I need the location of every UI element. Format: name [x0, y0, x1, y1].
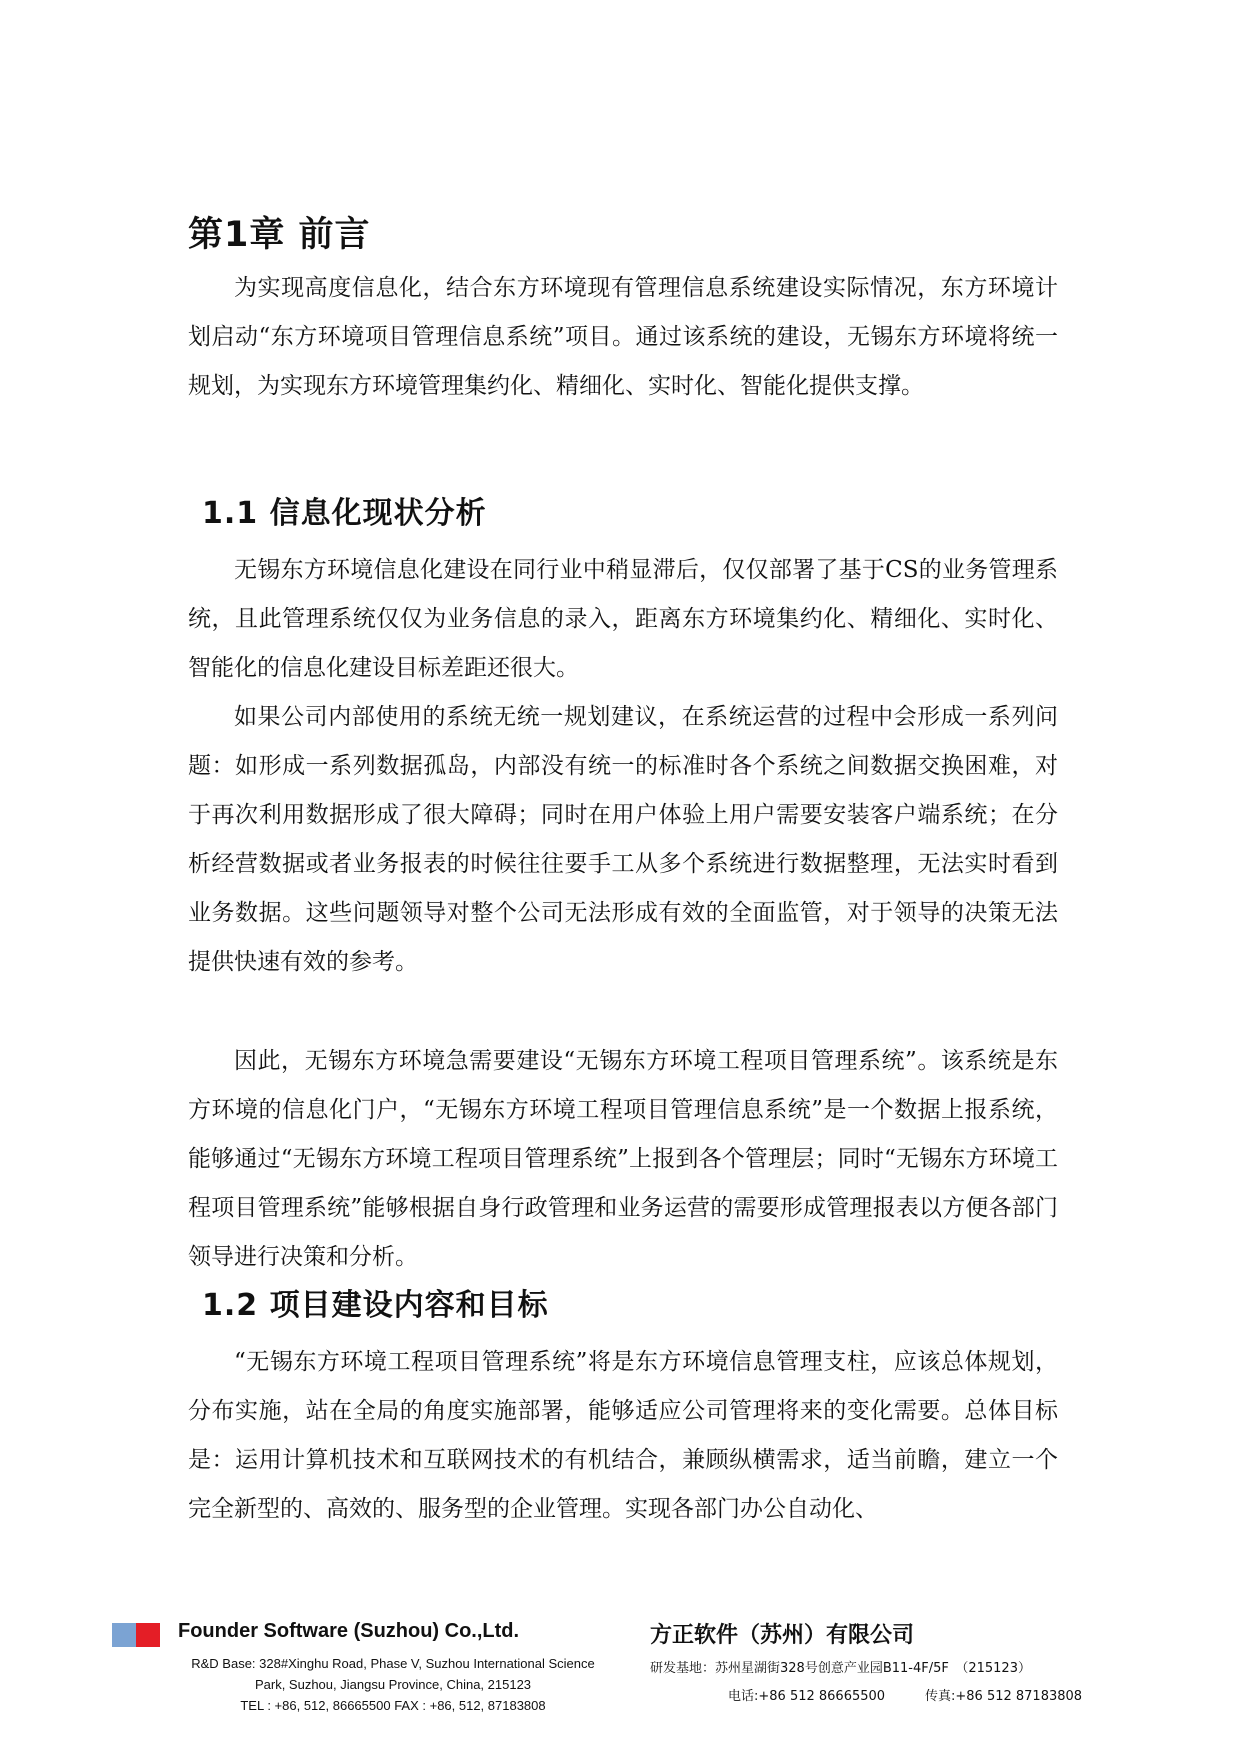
section-title-1-1: 1.1 信息化现状分析	[202, 496, 487, 531]
english-address	[178, 1653, 608, 1716]
chinese-telephone: 电话:+86 512 86665500	[728, 1689, 886, 1704]
section-1-1-paragraph-3: 因此，无锡东方环境急需要建设“无锡东方环境工程项目管理系统”。该系统是东方环境的信息化门户，“无锡东方环境工程项目管理信息系统”是一个数据上报系统，能够通过“无锡东方环境工程项目管理系统”上报到各个管理层；同时“无锡东方环境工程项目管理系统”能够根据自身行政管理和业务运营的需要形成管理报表以方便各部门领导进行决策和分析。	[188, 1048, 1058, 1270]
intro-paragraph: 为实现高度信息化，结合东方环境现有管理信息系统建设实际情况，东方环境计划启动“东方环境项目管理信息系统”项目。通过该系统的建设，无锡东方环境将统一规划，为实现东方环境管理集约化、精细化、实时化、智能化提供支撑。	[188, 275, 1058, 399]
english-address-line-2: Park, Suzhou, Jiangsu Province, China, 215123	[254, 1677, 532, 1692]
section-1-1-paragraph-2: 如果公司内部使用的系统无统一规划建议，在系统运营的过程中会形成一系列问题：如形成一系列数据孤岛，内部没有统一的标准时各个系统之间数据交换困难，对于再次利用数据形成了很大障碍；同时在用户体验上用户需要安装客户端系统；在分析经营数据或者业务报表的时候往往要手工从多个系统进行数据整理，无法实时看到业务数据。这些问题领导对整个公司无法形成有效的全面监管，对于领导的决策无法提供快速有效的参考。	[188, 704, 1058, 975]
chapter-title: 第1章 前言	[188, 215, 371, 255]
section-1-1-paragraph-1: 无锡东方环境信息化建设在同行业中稍显滞后，仅仅部署了基于CS的业务管理系统，且此管理系统仅仅为业务信息的录入，距离东方环境集约化、精细化、实时化、智能化的信息化建设目标差距还很大。	[188, 557, 1058, 681]
english-address-line-1: R&D Base: 328#Xinghu Road, Phase V, Suzhou International Science	[191, 1656, 595, 1671]
section-title-1-2: 1.2 项目建设内容和目标	[202, 1288, 549, 1323]
logo-blue-square	[112, 1623, 136, 1647]
chinese-company-name: 方正软件（苏州）有限公司	[650, 1623, 915, 1648]
chinese-fax: 传真:+86 512 87183808	[925, 1689, 1083, 1704]
page-footer	[0, 1610, 1241, 1754]
section-1-2-paragraph: “无锡东方环境工程项目管理系统”将是东方环境信息管理支柱，应该总体规划，分布实施，站在全局的角度实施部署，能够适应公司管理将来的变化需要。总体目标是：运用计算机技术和互联网技术的有机结合，兼顾纵横需求，适当前瞻，建立一个完全新型的、高效的、服务型的企业管理。实现各部门办公自动化、	[188, 1349, 1058, 1522]
chinese-address: 研发基地：苏州星湖街328号创意产业园B11-4F/5F （215123）	[650, 1661, 1031, 1676]
logo-red-square	[136, 1623, 160, 1647]
english-address-line-3: TEL : +86, 512, 86665500 FAX : +86, 512, 87183808	[240, 1698, 546, 1713]
english-company-name: Founder Software (Suzhou) Co.,Ltd.	[178, 1620, 520, 1642]
